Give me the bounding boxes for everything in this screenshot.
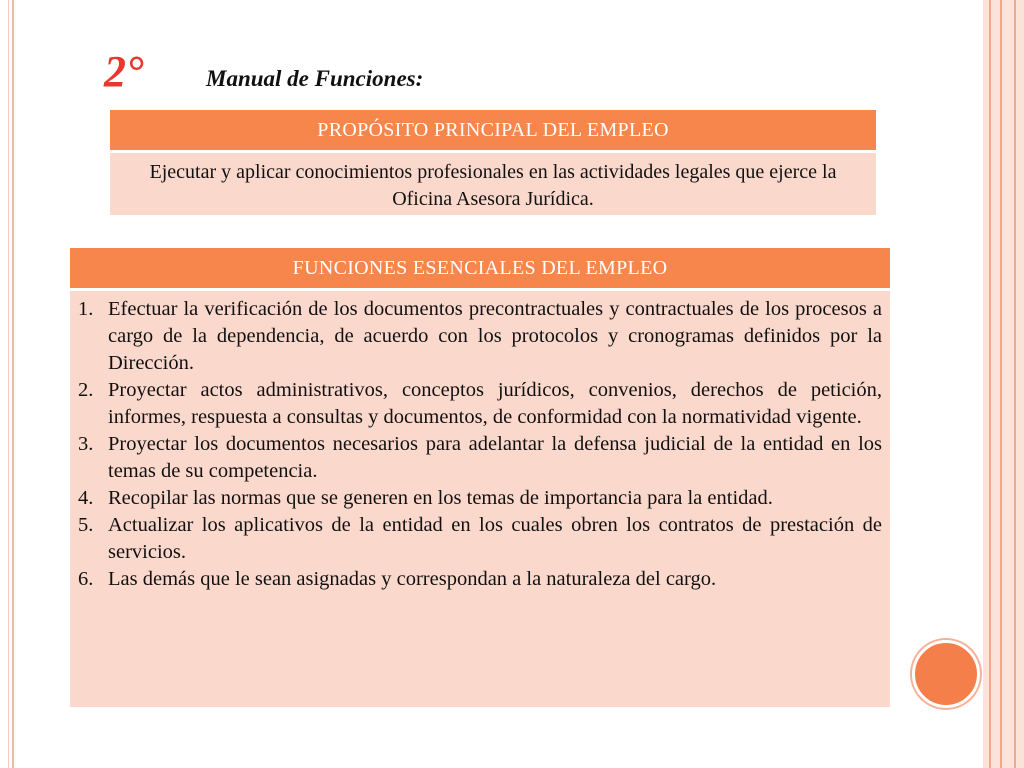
purpose-text: Ejecutar y aplicar conocimientos profesionales en las actividades legales que ejerce la Oficina Asesora Jurídica. xyxy=(149,161,837,210)
function-item-4 xyxy=(78,485,882,512)
function-item-1 xyxy=(78,296,882,377)
function-item-6 xyxy=(78,566,882,593)
slide-number: 2° xyxy=(104,47,144,96)
purpose-header-label: PROPÓSITO PRINCIPAL DEL EMPLEO xyxy=(317,118,669,141)
left-frame-line xyxy=(8,0,9,768)
functions-header-label: FUNCIONES ESENCIALES DEL EMPLEO xyxy=(292,256,668,279)
functions-header xyxy=(70,248,890,288)
function-number: 6. xyxy=(78,568,94,590)
purpose-header xyxy=(110,110,876,150)
slide-title: Manual de Funciones: xyxy=(206,66,424,91)
decorative-circle xyxy=(912,640,980,708)
right-frame-line-2 xyxy=(1000,0,1002,768)
function-number: 4. xyxy=(78,487,94,509)
function-item-5 xyxy=(78,512,882,566)
function-number: 2. xyxy=(78,379,94,401)
function-number: 1. xyxy=(78,298,94,320)
right-frame-line-1 xyxy=(989,0,991,768)
function-item-3 xyxy=(78,431,882,485)
left-frame-border xyxy=(0,0,14,768)
functions-body xyxy=(70,291,890,707)
functions-list xyxy=(78,296,882,593)
function-text: Efectuar la verificación de los documentos precontractuales y contractuales de los procesos a cargo de la dependencia, de acuerdo con los protocolos y cronogramas definidos por la Dirección. xyxy=(108,298,882,374)
function-number: 3. xyxy=(78,433,94,455)
function-text: Las demás que le sean asignadas y correspondan a la naturaleza del cargo. xyxy=(108,568,717,590)
function-text: Proyectar actos administrativos, conceptos jurídicos, convenios, derechos de petición, informes, respuesta a consultas y documentos, de conformidad con la normatividad vigente. xyxy=(108,379,882,428)
function-number: 5. xyxy=(78,514,94,536)
function-text: Actualizar los aplicativos de la entidad en los cuales obren los contratos de prestación de servicios. xyxy=(108,514,882,563)
function-text: Proyectar los documentos necesarios para adelantar la defensa judicial de la entidad en los temas de su competencia. xyxy=(108,433,882,482)
function-text: Recopilar las normas que se generen en los temas de importancia para la entidad. xyxy=(108,487,773,509)
function-item-2 xyxy=(78,377,882,431)
purpose-body xyxy=(110,153,876,215)
right-frame-line-3 xyxy=(1014,0,1016,768)
